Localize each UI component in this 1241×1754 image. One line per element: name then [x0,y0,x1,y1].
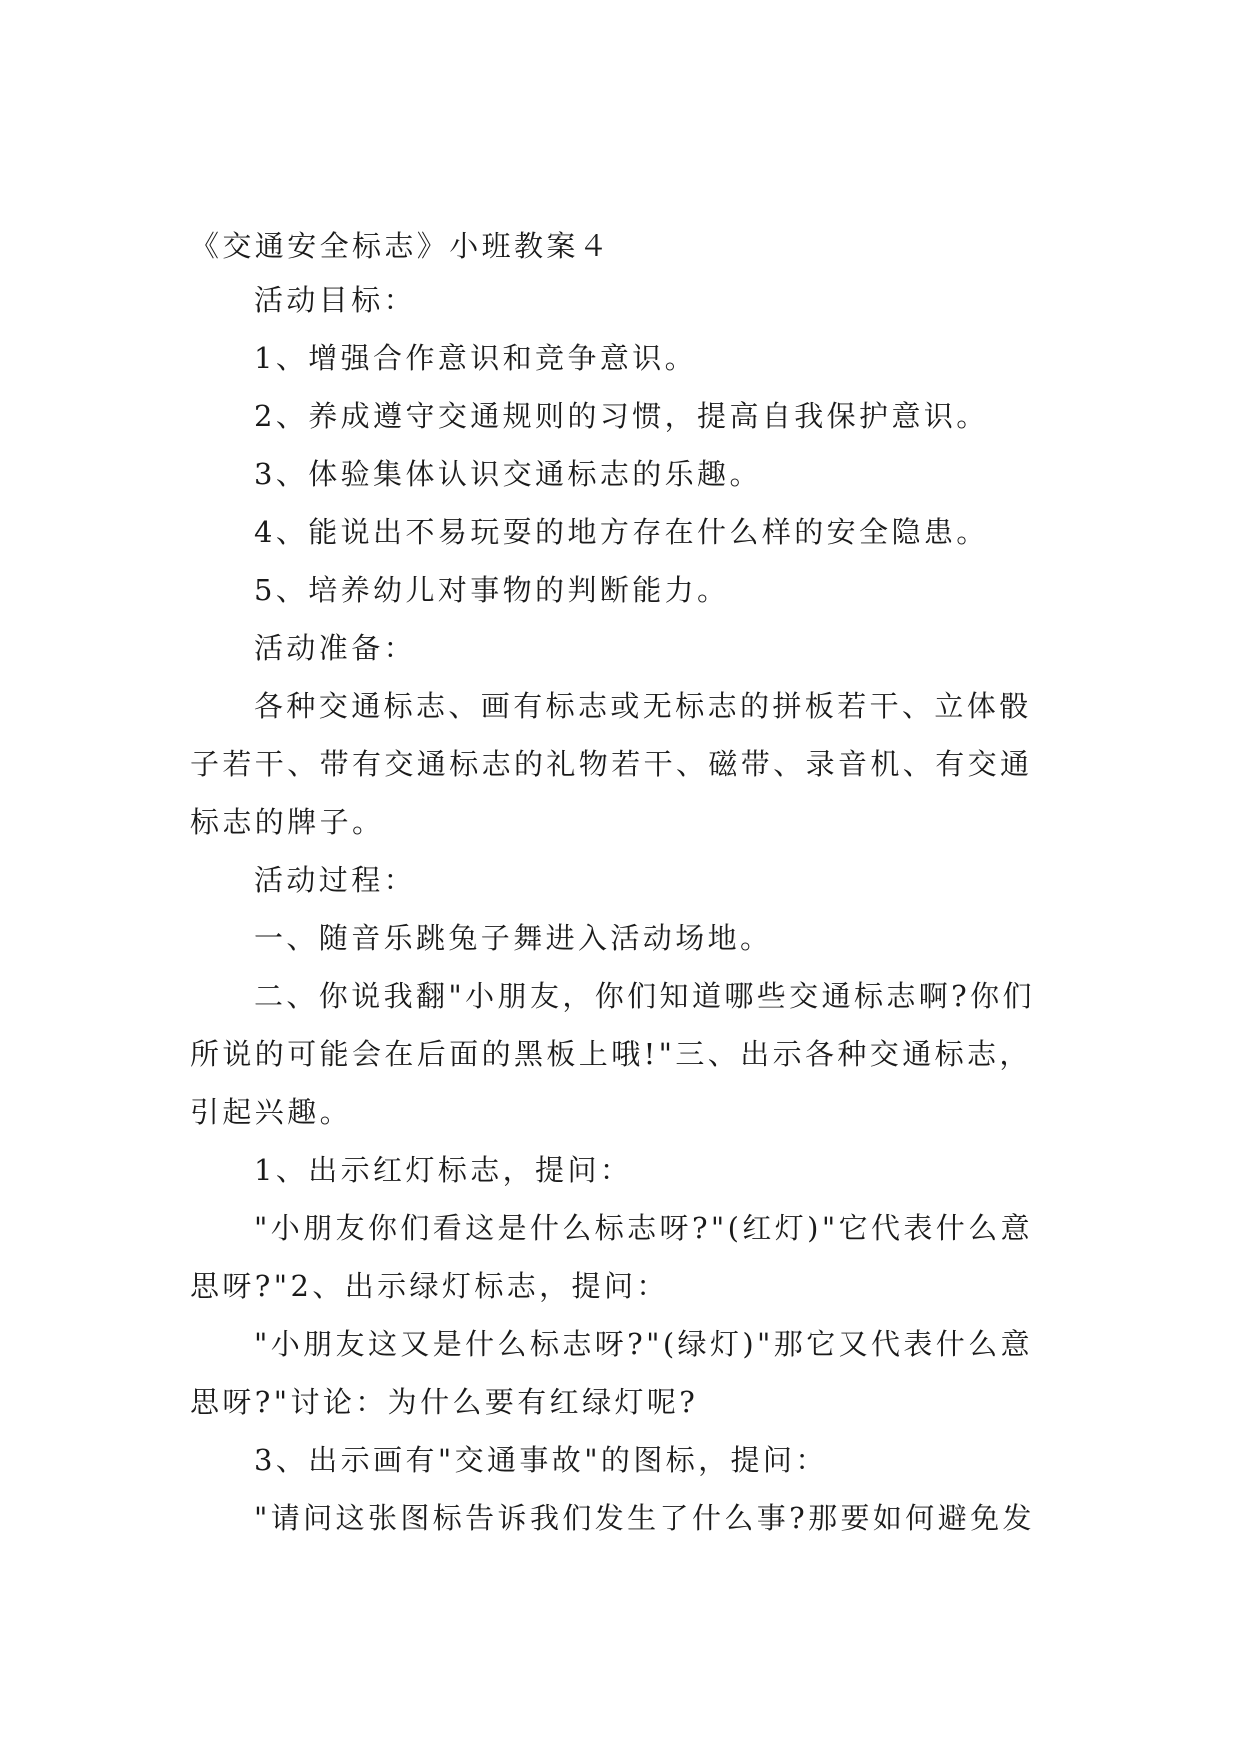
process-step-2-line-1: 二、你说我翻"小朋友，你们知道哪些交通标志啊?你们 [254,979,1035,1013]
heading-goals: 活动目标： [254,283,417,317]
accident-question-line-1: "请问这张图标告诉我们发生了什么事?那要如何避免发 [254,1501,1035,1535]
red-light-question-line-1: "小朋友你们看这是什么标志呀?"(红灯)"它代表什么意 [254,1211,1033,1245]
substep-red-light: 1、出示红灯标志，提问： [254,1153,633,1187]
document-body [190,222,1055,1547]
goal-item-3: 3、体验集体认识交通标志的乐趣。 [254,457,762,491]
process-step-2-line-3: 引起兴趣。 [190,1095,353,1129]
substep-accident-icon: 3、出示画有"交通事故"的图标，提问： [254,1443,828,1477]
goal-item-1: 1、增强合作意识和竞争意识。 [254,341,698,375]
preparation-paragraph-line-2: 子若干、带有交通标志的礼物若干、磁带、录音机、有交通 [190,747,1033,781]
heading-process: 活动过程： [254,863,417,897]
goal-item-4: 4、能说出不易玩耍的地方存在什么样的安全隐患。 [254,515,989,549]
green-light-question-line-2: 思呀?"讨论：为什么要有红绿灯呢? [190,1385,699,1419]
document-title: 《交通安全标志》小班教案４ [190,229,612,263]
process-step-2-line-2: 所说的可能会在后面的黑板上哦!"三、出示各种交通标志， [190,1037,1032,1071]
heading-preparation: 活动准备： [254,631,417,665]
process-step-1: 一、随音乐跳兔子舞进入活动场地。 [254,921,773,955]
goal-item-2: 2、养成遵守交通规则的习惯，提高自我保护意识。 [254,399,989,433]
goal-item-5: 5、培养幼儿对事物的判断能力。 [254,573,730,607]
preparation-paragraph-line-3: 标志的牌子。 [190,805,385,839]
green-light-question-line-1: "小朋友这又是什么标志呀?"(绿灯)"那它又代表什么意 [254,1327,1033,1361]
red-light-question-line-2: 思呀?"2、出示绿灯标志，提问： [190,1269,669,1303]
preparation-paragraph-line-1: 各种交通标志、画有标志或无标志的拼板若干、立体骰 [254,689,1032,723]
